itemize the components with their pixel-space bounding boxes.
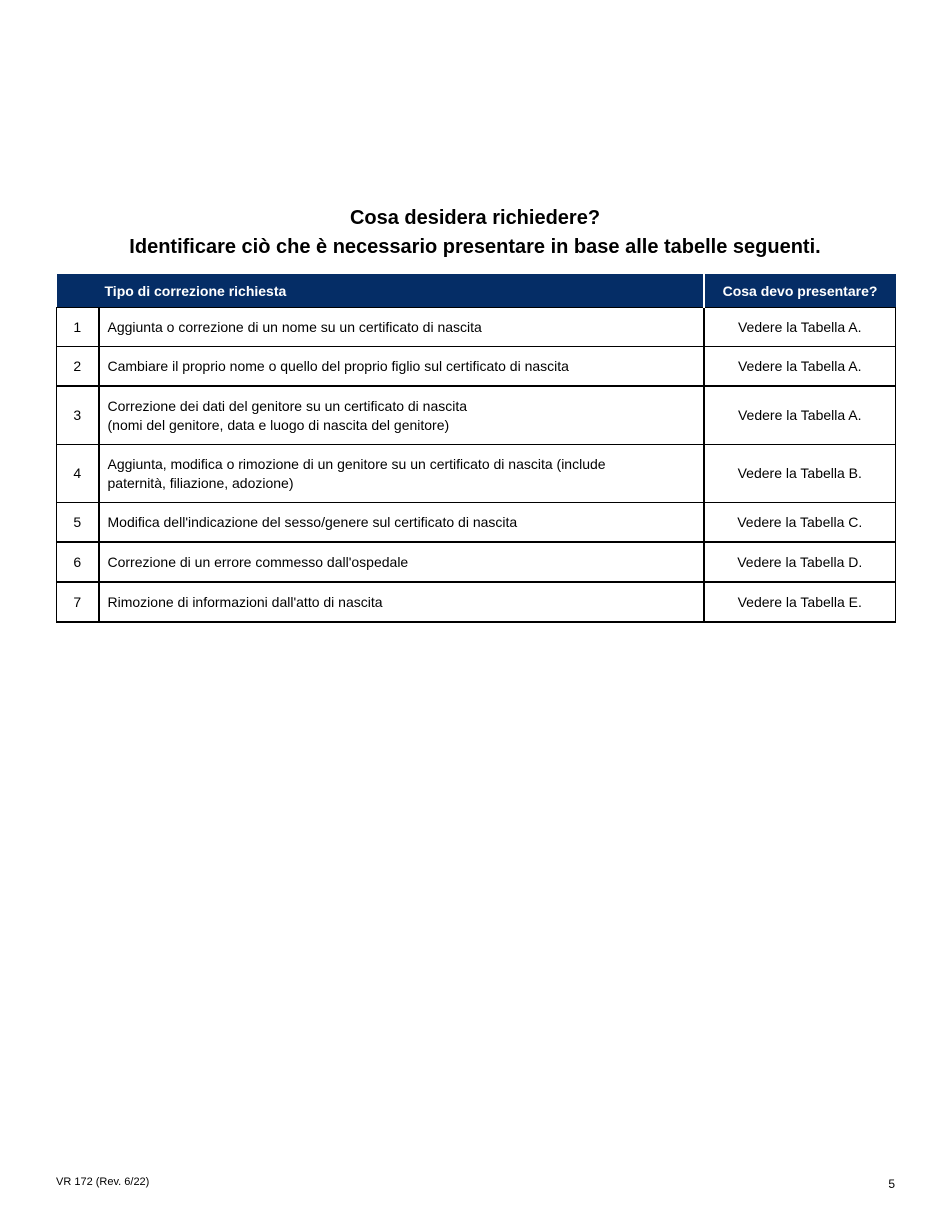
row-number: 7 — [57, 582, 99, 622]
form-id: VR 172 (Rev. 6/22) — [56, 1176, 150, 1188]
submission-reference: Vedere la Tabella D. — [704, 542, 896, 582]
row-number: 4 — [57, 445, 99, 503]
table-row — [57, 582, 896, 622]
correction-type — [99, 308, 704, 347]
page-number: 5 — [888, 1177, 895, 1191]
submission-reference: Vedere la Tabella B. — [704, 445, 896, 503]
correction-type — [99, 347, 704, 387]
header-what-to-submit: Cosa devo presentare? — [704, 274, 896, 308]
page-title: Cosa desidera richiedere? — [349, 207, 601, 229]
correction-type — [99, 542, 704, 582]
correction-types-table — [56, 274, 896, 623]
table-row — [57, 347, 896, 387]
header-correction-type: Tipo di correzione richiesta — [99, 274, 704, 308]
submission-reference: Vedere la Tabella C. — [704, 503, 896, 543]
header-number — [57, 274, 99, 308]
submission-reference: Vedere la Tabella E. — [704, 582, 896, 622]
row-number: 1 — [57, 308, 99, 347]
submission-reference: Vedere la Tabella A. — [704, 386, 896, 445]
row-number: 2 — [57, 347, 99, 387]
row-number: 3 — [57, 386, 99, 445]
table-row — [57, 445, 896, 503]
table-header-row — [57, 274, 896, 308]
correction-type — [99, 386, 704, 445]
correction-type-line: Modifica dell'indicazione del sesso/genere sul certificato di nascita — [107, 513, 518, 530]
table-row — [57, 542, 896, 582]
correction-type-line: Aggiunta, modifica o rimozione di un genitore su un certificato di nascita (include — [107, 455, 606, 472]
row-number: 5 — [57, 503, 99, 543]
correction-type-line: Cambiare il proprio nome o quello del proprio figlio sul certificato di nascita — [107, 357, 569, 374]
correction-type — [99, 445, 704, 503]
correction-type — [99, 503, 704, 543]
table-row — [57, 503, 896, 543]
submission-reference: Vedere la Tabella A. — [704, 308, 896, 347]
submission-reference: Vedere la Tabella A. — [704, 347, 896, 387]
correction-type-line-2: (nomi del genitore, data e luogo di nascita del genitore) — [107, 416, 450, 433]
correction-type-line: Correzione dei dati del genitore su un certificato di nascita — [107, 397, 468, 414]
correction-type-line: Correzione di un errore commesso dall'ospedale — [107, 553, 409, 570]
correction-type-line-2: paternità, filiazione, adozione) — [107, 474, 294, 491]
table-row — [57, 386, 896, 445]
correction-type-line: Rimozione di informazioni dall'atto di nascita — [107, 593, 383, 610]
table-row — [57, 308, 896, 347]
correction-type-line: Aggiunta o correzione di un nome su un certificato di nascita — [107, 318, 482, 335]
correction-type — [99, 582, 704, 622]
row-number: 6 — [57, 542, 99, 582]
page-subtitle: Identificare ciò che è necessario presentare in base alle tabelle seguenti. — [129, 236, 821, 258]
